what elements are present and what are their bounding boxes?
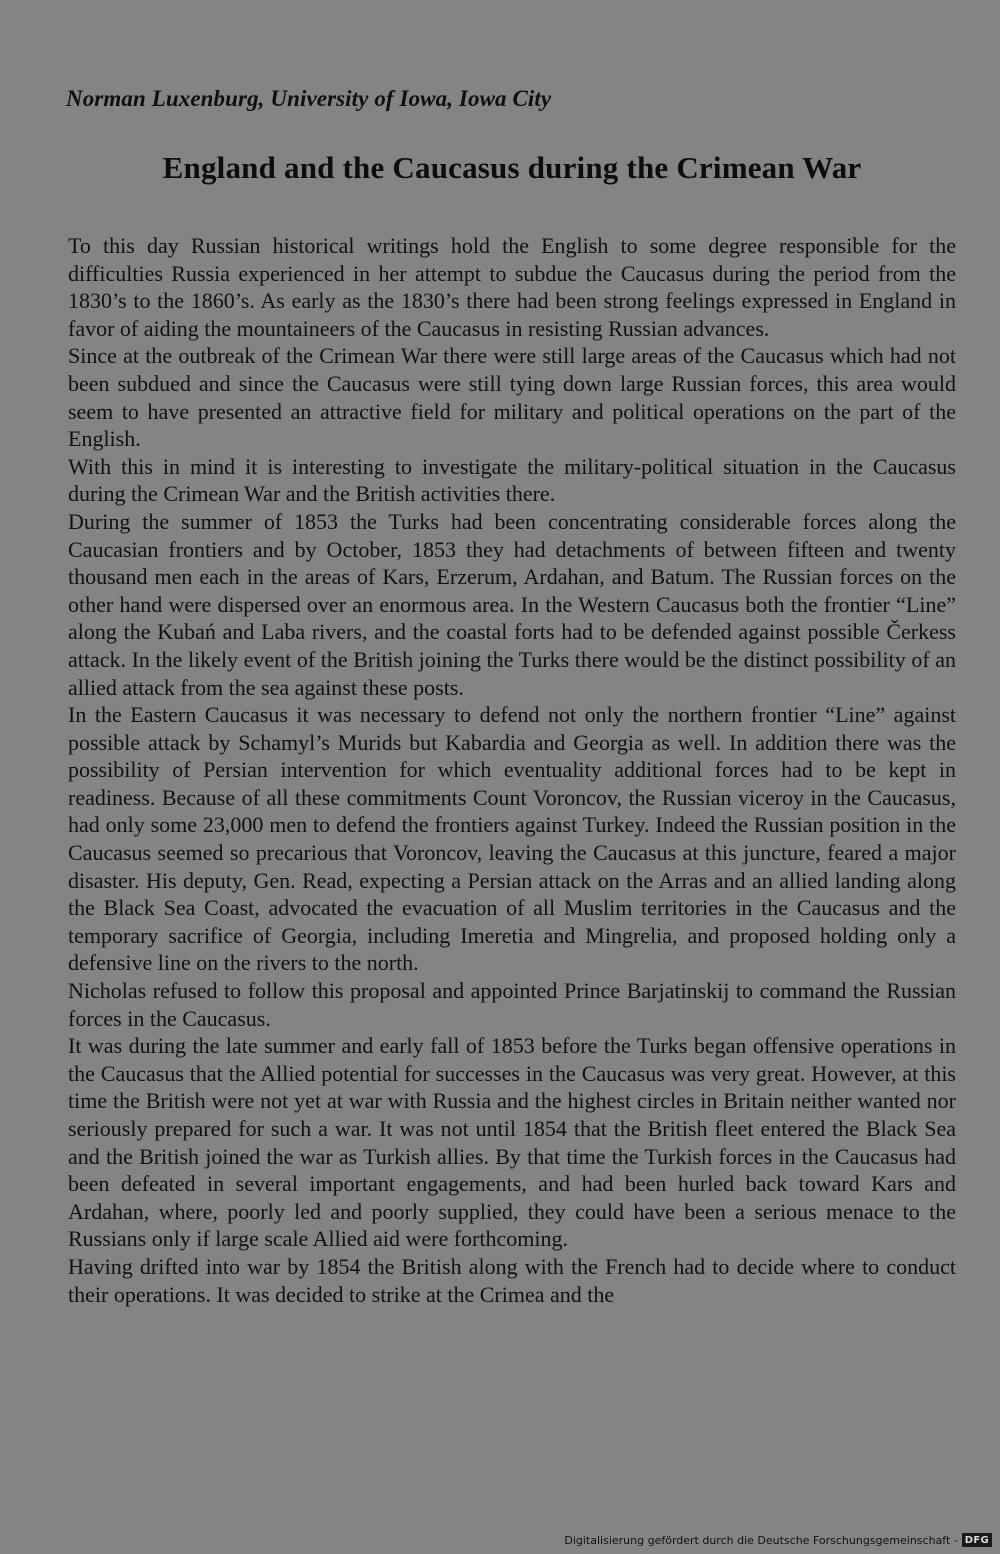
digitization-footer [564, 1533, 992, 1547]
paragraph: It was during the late summer and early fall of 1853 before the Turks began offensive operations in the Caucasus that the Allied potential for successes in the Caucasus was very great. However, at this time the British were not yet at war with Russia and the highest circles in Britain neither wanted nor seriously prepared for such a war. It was not until 1854 that the British fleet entered the Black Sea and the British joined the war as Turkish allies. By that time the Turkish forces in the Caucasus had been defeated in several important engagements, and had been hurled back toward Kars and Ardahan, where, poorly led and poorly supplied, they could have been a serious menace to the Russians only if large scale Allied aid were forthcoming. [68, 1033, 956, 1252]
paragraph: With this in mind it is interesting to investigate the military-political situation in the Caucasus during the Crimean War and the British activities there. [68, 453, 956, 507]
paragraph: Since at the outbreak of the Crimean War there were still large areas of the Caucasus which had not been subdued and since the Caucasus were still tying down large Russian forces, this area would seem to have presented an attractive field for military and political operations on the part of the English. [68, 343, 956, 452]
paragraph: In the Eastern Caucasus it was necessary to defend not only the northern frontier “Line” against possible attack by Schamyl’s Murids but Kabardia and Georgia as well. In addition there was the possibility of Persian intervention for which eventuality additional forces had to be kept in readiness. Because of all these commitments Count Voroncov, the Russian viceroy in the Caucasus, had only some 23,000 men to defend the frontiers against Turkey. Indeed the Russian position in the Caucasus seemed so precarious that Voroncov, leaving the Caucasus at this juncture, feared a major disaster. His deputy, Gen. Read, expecting a Persian attack on the Arras and an allied landing along the Black Sea Coast, advocated the evacuation of all Muslim territories in the Caucasus and the temporary sacrifice of Georgia, including Imeretia and Mingrelia, and proposed holding only a defensive line on the rivers to the north. [68, 702, 956, 976]
dfg-logo-icon: DFG [962, 1533, 992, 1547]
paragraph: Having drifted into war by 1854 the British along with the French had to decide where to conduct their operations. It was decided to strike at the Crimea and the [68, 1253, 956, 1307]
paragraph: During the summer of 1853 the Turks had been concentrating considerable forces along the Caucasian frontiers and by October, 1853 they had detachments of between fifteen and twenty thousand men each in the areas of Kars, Erzerum, Ardahan, and Batum. The Russian forces on the other hand were dispersed over an enormous area. In the Western Caucasus both the frontier “Line” along the Kubań and Laba rivers, and the coastal forts had to be defended against possible Čerkess attack. In the likely event of the British joining the Turks there would be the distinct possibility of an allied attack from the sea against these posts. [68, 508, 956, 700]
paragraph: To this day Russian historical writings hold the English to some degree responsible for the difficulties Russia experienced in her attempt to subdue the Caucasus during the period from the 1830’s to the 1860’s. As early as the 1830’s there had been strong feelings expressed in England in favor of aiding the mountaineers of the Caucasus in resisting Russian advances. [68, 233, 956, 341]
footer-text: Digitalisierung gefördert durch die Deutsche Forschungsgemeinschaft - [564, 1533, 958, 1547]
article-title: England and the Caucasus during the Crimean War [162, 150, 862, 185]
paragraph: Nicholas refused to follow this proposal and appointed Prince Barjatinskij to command the Russian forces in the Caucasus. [68, 978, 956, 1031]
author-byline: Norman Luxenburg, University of Iowa, Iowa City [66, 86, 552, 111]
article-body [68, 232, 956, 1308]
